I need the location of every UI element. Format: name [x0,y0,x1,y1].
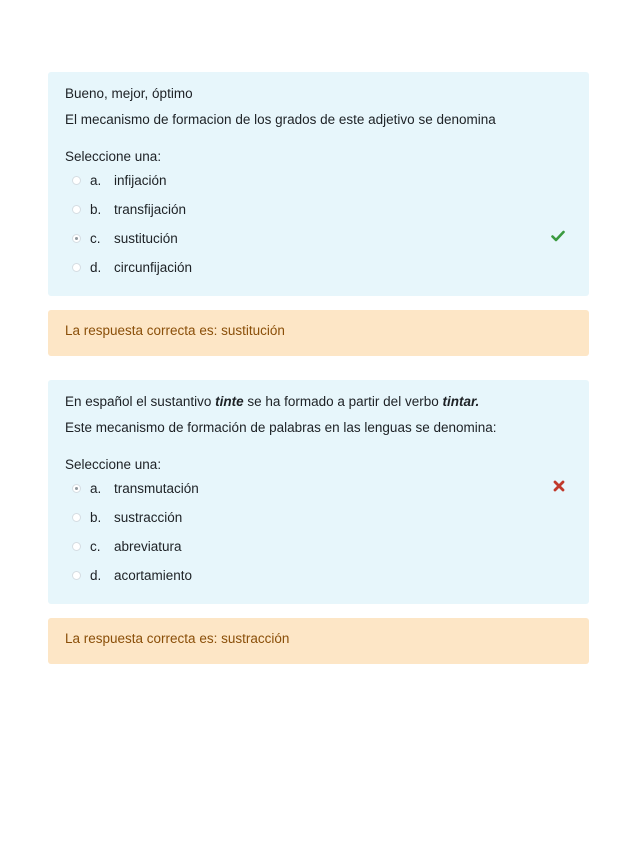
question-1-option-a[interactable] [72,171,167,189]
cross-icon [552,479,566,493]
option-letter: b. [90,509,102,525]
radio-button[interactable] [72,263,81,272]
radio-button[interactable] [72,542,81,551]
option-text: transmutación [114,480,199,496]
question-1-select-label: Seleccione una: [65,149,162,164]
check-icon [551,229,565,243]
question-1-box [48,72,589,296]
question-2-prompt: Este mecanismo de formación de palabras en las lenguas se denomina: [65,420,497,435]
radio-button-selected[interactable] [72,234,81,243]
question-2-option-a[interactable] [72,479,199,497]
question-1-feedback [48,310,589,356]
option-letter: c. [90,230,101,246]
question-2-option-c[interactable] [72,537,182,555]
title-word-tinte: tinte [215,394,244,409]
option-letter: d. [90,259,102,275]
question-2-option-b[interactable] [72,508,183,526]
option-letter: c. [90,538,101,554]
question-1-title: Bueno, mejor, óptimo [65,86,193,101]
option-text: abreviatura [114,538,182,554]
option-letter: a. [90,480,102,496]
title-text-mid: se ha formado a partir del verbo [243,394,443,409]
radio-button[interactable] [72,571,81,580]
question-2-box [48,380,589,604]
radio-button[interactable] [72,205,81,214]
question-1-option-b[interactable] [72,200,187,218]
option-text: sustracción [114,509,183,525]
option-text: circunfijación [114,259,193,275]
option-letter: a. [90,172,102,188]
title-word-tintar: tintar. [442,394,480,409]
question-2-feedback [48,618,589,664]
option-text: transfijación [114,201,187,217]
radio-button[interactable] [72,513,81,522]
radio-button-selected[interactable] [72,484,81,493]
option-text: sustitución [114,230,178,246]
question-2-correct-answer: La respuesta correcta es: sustracción [65,631,290,646]
option-text: acortamiento [114,567,193,583]
question-1-correct-answer: La respuesta correcta es: sustitución [65,323,285,338]
option-letter: b. [90,201,102,217]
option-text: infijación [114,172,167,188]
question-2-title [65,394,479,410]
option-letter: d. [90,567,102,583]
question-2-select-label: Seleccione una: [65,457,162,472]
question-1-option-c[interactable] [72,229,178,247]
radio-button[interactable] [72,176,81,185]
question-1-option-d[interactable] [72,258,193,276]
question-1-prompt: El mecanismo de formacion de los grados de este adjetivo se denomina [65,112,496,127]
question-2-option-d[interactable] [72,566,193,584]
title-text-pre: En español el sustantivo [65,394,216,409]
